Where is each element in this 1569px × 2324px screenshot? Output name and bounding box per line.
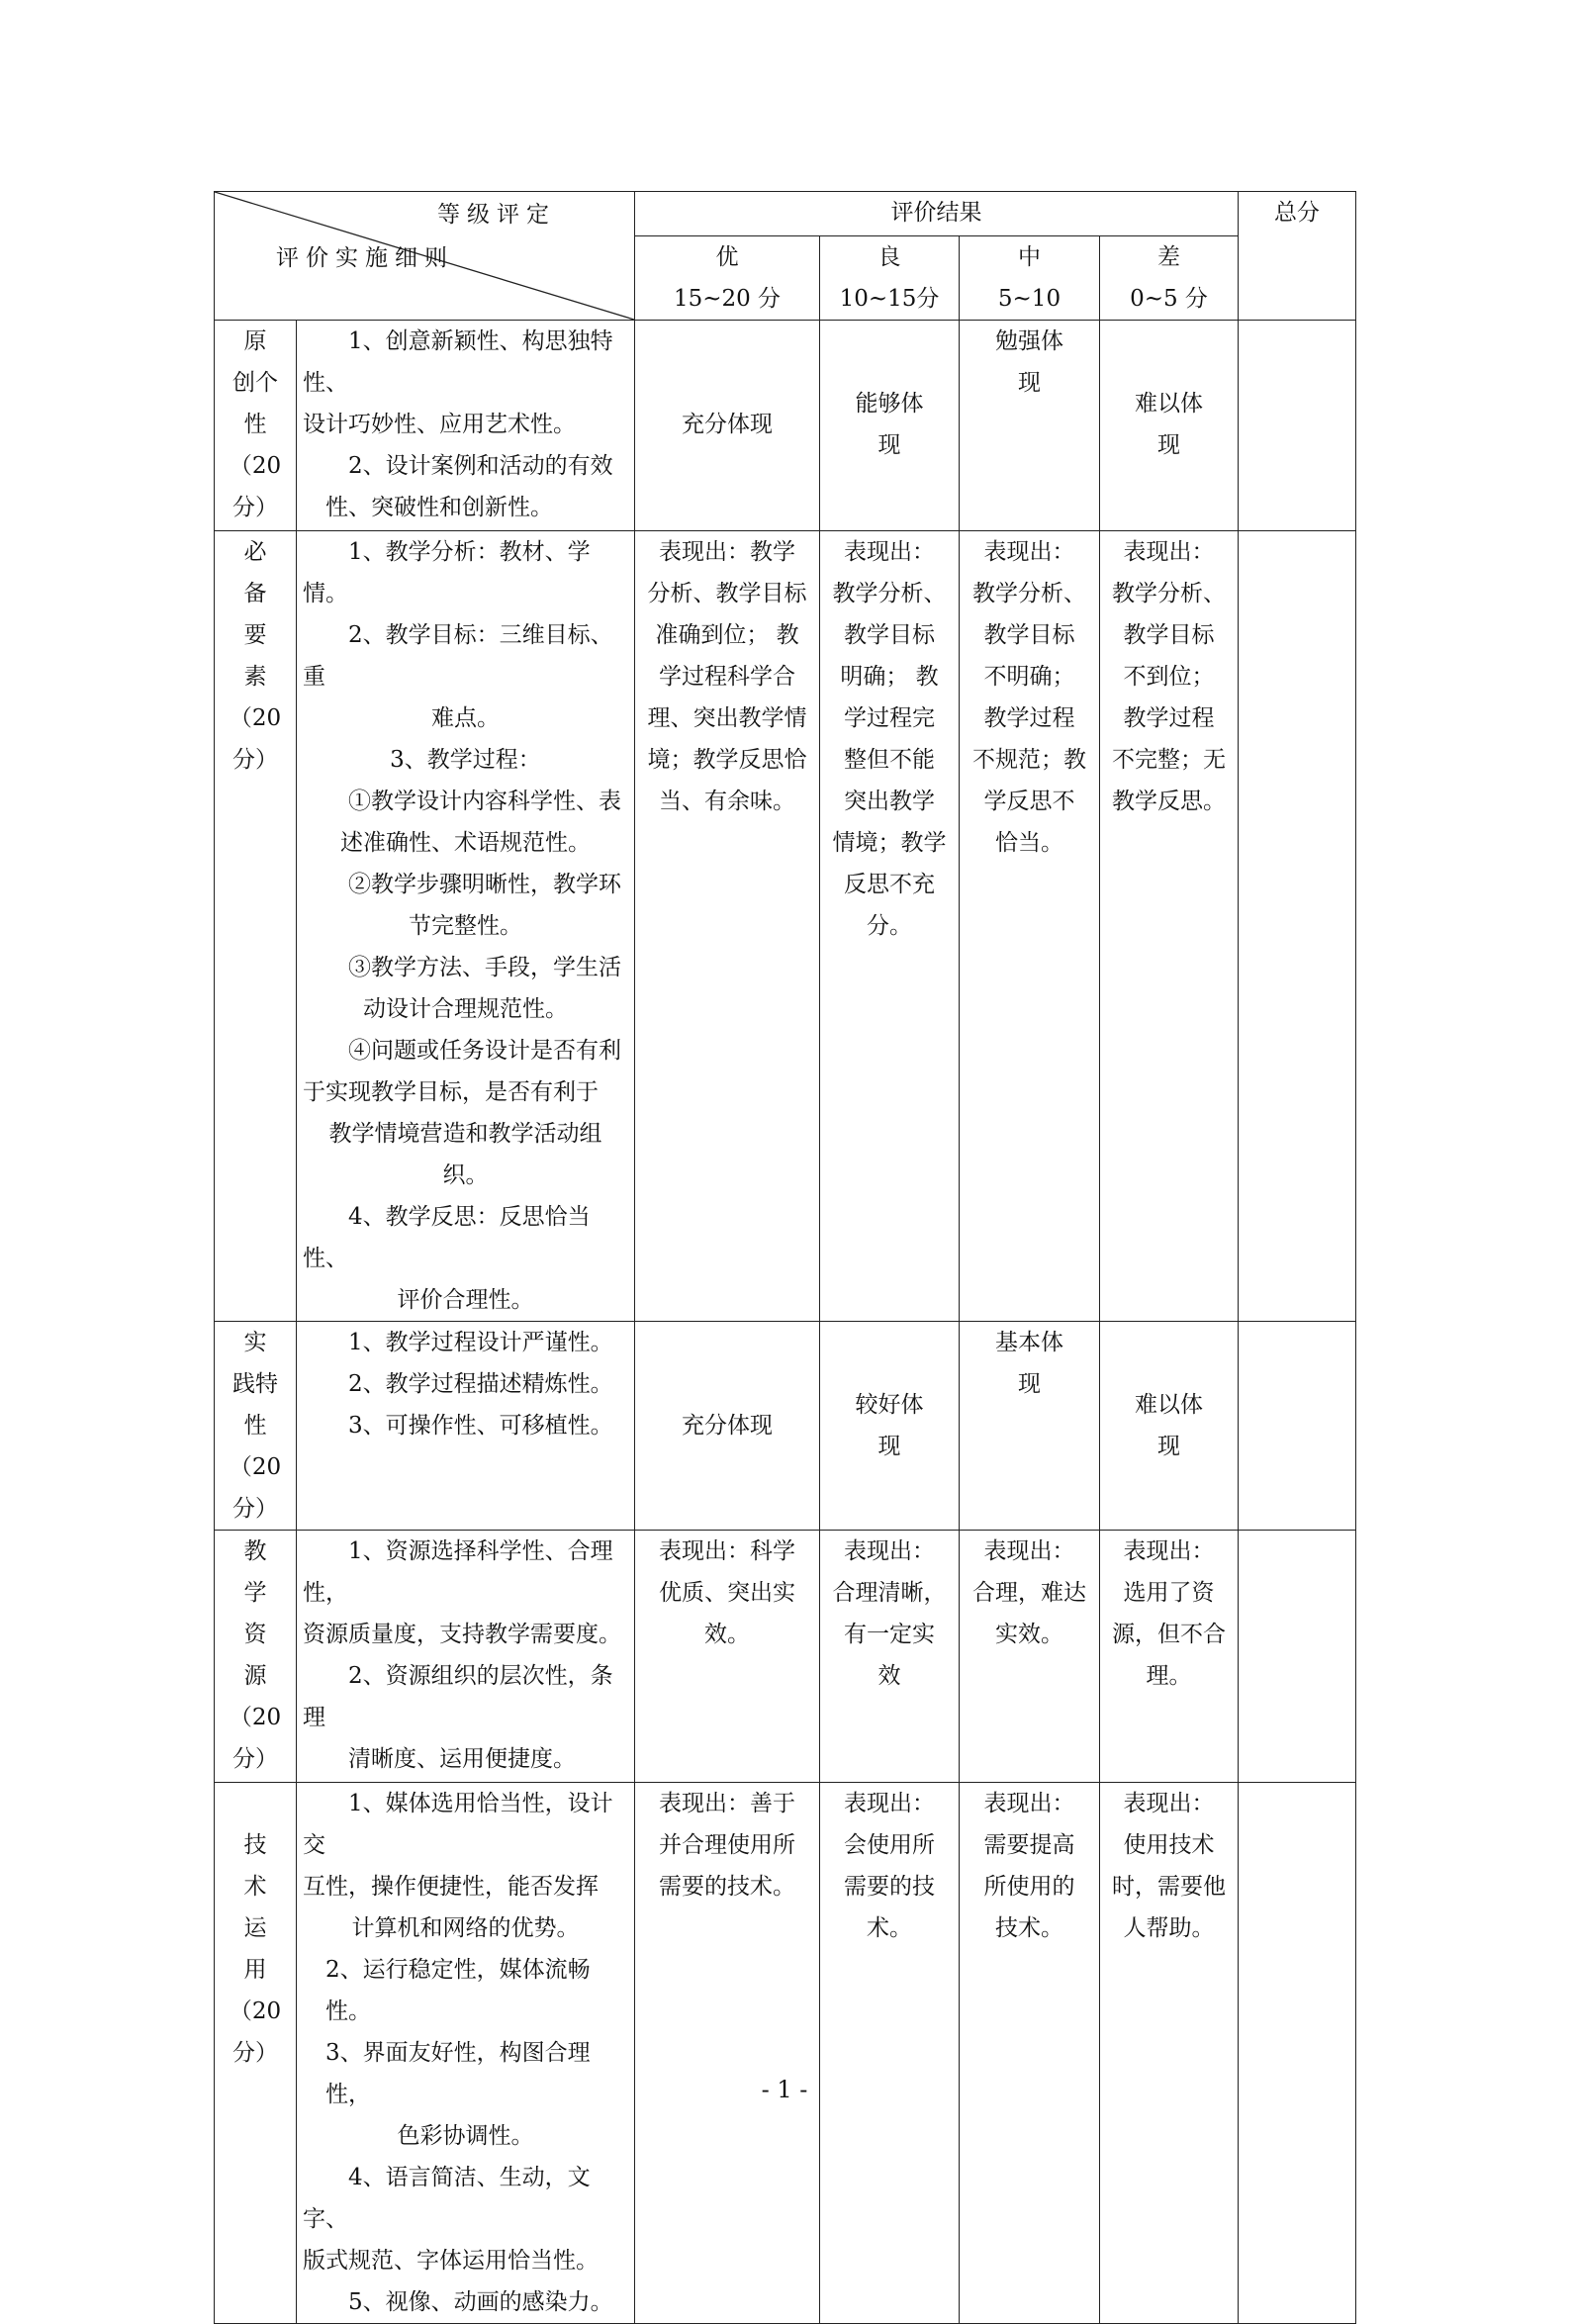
grade-name: 中	[1018, 244, 1041, 270]
diagonal-header-cell	[215, 192, 635, 321]
poor-cell: 表现出： 选用了资 源，但不合 理。	[1100, 1531, 1239, 1783]
table-row	[215, 1531, 1356, 1783]
excellent-cell: 表现出：教学 分析、教学目标 准确到位； 教 学过程科学合 理、突出教学情 境；教学反思恰 当、有余味。	[635, 531, 820, 1322]
criteria-cell: 1、教学分析：教材、学情。 2、教学目标：三维目标、重 难点。 3、教学过程： ①教学设计内容科学性、表 述准确性、术语规范性。 ②教学步骤明晰性，教学环 节完整性。 ③教学方法、手段，学生活 动设计合理规范性。 ④问题或任务设计是否有利 于实现教学目标，是否有利于 教学情境营造和教学活动组 织。 4、教学反思：反思恰当性、 评价合理性。	[297, 531, 635, 1322]
criteria-cell: 1、创意新颖性、构思独特性、 设计巧妙性、应用艺术性。 2、设计案例和活动的有效 性、突破性和创新性。	[297, 321, 635, 531]
average-cell: 表现出： 需要提高 所使用的 技术。	[960, 1783, 1100, 2324]
criteria-cell: 1、教学过程设计严谨性。 2、教学过程描述精炼性。 3、可操作性、可移植性。	[297, 1322, 635, 1531]
average-cell: 基本体 现	[960, 1322, 1100, 1531]
grade-header-excellent	[635, 236, 820, 321]
criteria-cell: 1、资源选择科学性、合理性， 资源质量度，支持教学需要度。 2、资源组织的层次性，条理 清晰度、运用便捷度。	[297, 1531, 635, 1783]
grade-name: 差	[1157, 244, 1180, 270]
excellent-cell: 表现出：科学 优质、突出实 效。	[635, 1531, 820, 1783]
evaluation-criteria-label: 评价实施细则	[276, 245, 454, 271]
grade-range: 0~5 分	[1130, 286, 1208, 312]
header-row-1	[215, 192, 1356, 236]
category-cell: 教 学 资 源 （20 分）	[215, 1531, 297, 1783]
evaluation-table	[214, 191, 1356, 2324]
good-cell: 表现出： 教学分析、 教学目标 明确； 教 学过程完 整但不能 突出教学 情境；教学 反思不充 分。	[820, 531, 960, 1322]
category-cell: 必 备 要 素 （20 分）	[215, 531, 297, 1322]
grade-name: 优	[715, 244, 739, 270]
excellent-cell: 充分体现	[635, 1322, 820, 1531]
grade-range: 15~20 分	[673, 286, 782, 312]
total-cell	[1239, 1531, 1356, 1783]
table-row	[215, 321, 1356, 531]
category-cell: 技 术 运 用 （20 分）	[215, 1783, 297, 2324]
total-score-header: 总分	[1239, 192, 1356, 321]
table-row	[215, 1322, 1356, 1531]
table-row	[215, 1783, 1356, 2324]
average-cell: 表现出： 合理，难达 实效。	[960, 1531, 1100, 1783]
poor-cell: 难以体 现	[1100, 1322, 1239, 1531]
average-cell: 勉强体 现	[960, 321, 1100, 531]
total-cell	[1239, 1322, 1356, 1531]
good-cell: 表现出： 合理清晰， 有一定实 效	[820, 1531, 960, 1783]
total-cell	[1239, 531, 1356, 1322]
category-cell: 实 践特 性 （20 分）	[215, 1322, 297, 1531]
grade-range: 10~15分	[839, 286, 940, 312]
total-cell	[1239, 1783, 1356, 2324]
good-cell: 较好体 现	[820, 1322, 960, 1531]
grade-header-good	[820, 236, 960, 321]
total-cell	[1239, 321, 1356, 531]
excellent-cell: 表现出：善于 并合理使用所 需要的技术。	[635, 1783, 820, 2324]
evaluation-result-header: 评价结果	[635, 192, 1239, 236]
criteria-cell: 1、媒体选用恰当性，设计交 互性，操作便捷性，能否发挥 计算机和网络的优势。 2、运行稳定性，媒体流畅性。 3、界面友好性，构图合理性， 色彩协调性。 4、语言简洁、生动，文字、 版式规范、字体运用恰当性。 5、视像、动画的感染力。	[297, 1783, 635, 2324]
grade-range: 5~10	[997, 286, 1061, 312]
excellent-cell: 充分体现	[635, 321, 820, 531]
grade-name: 良	[877, 244, 901, 270]
poor-cell: 表现出： 教学分析、 教学目标 不到位； 教学过程 不完整；无 教学反思。	[1100, 531, 1239, 1322]
page-number: - 1 -	[761, 2076, 808, 2103]
average-cell: 表现出： 教学分析、 教学目标 不明确； 教学过程 不规范；教 学反思不 恰当。	[960, 531, 1100, 1322]
grade-header-average	[960, 236, 1100, 321]
good-cell: 表现出： 会使用所 需要的技 术。	[820, 1783, 960, 2324]
good-cell: 能够体 现	[820, 321, 960, 531]
poor-cell: 难以体 现	[1100, 321, 1239, 531]
grade-header-poor	[1100, 236, 1239, 321]
poor-cell: 表现出： 使用技术 时，需要他 人帮助。	[1100, 1783, 1239, 2324]
grade-assessment-label: 等级评定	[437, 202, 556, 228]
category-cell: 原 创个 性 （20 分）	[215, 321, 297, 531]
table-row	[215, 531, 1356, 1322]
